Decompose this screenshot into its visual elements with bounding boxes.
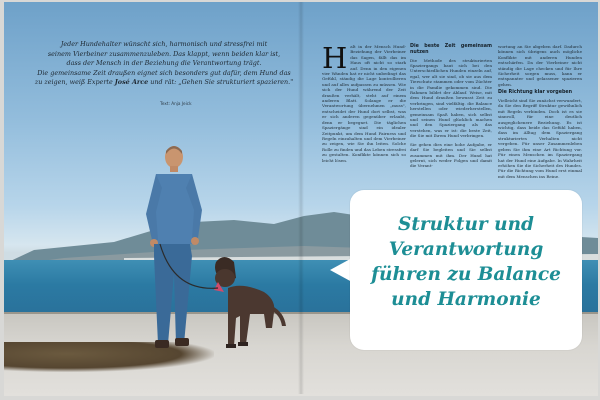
section-heading: Die beste Zeit gemeinsam nutzen [410, 44, 492, 55]
intro-line: Die gemeinsame Zeit draußen eignet sich besonders gut dafür, dem Hund das [37, 68, 291, 77]
pull-quote-line: führen zu Balance [371, 264, 561, 285]
author-credit: Text: Anja Jeick [160, 101, 192, 106]
intro-line [28, 78, 300, 88]
body-paragraph: wortung an Sie abgeben darf. Dadurch können sich übrigens auch mögliche Konflikte mit anderen Hunden entschärfen. Da der Vierbeiner nicht ständig die Lage checken und für Ihre Sicherheit sorgen muss, kann er entspannter und gelassener spazieren gehen. [498, 44, 582, 87]
body-paragraph: alt in der Mensch Hund-Beziehung der Vierbeiner das Sagen, fällt das im Haus oft nicht so stark auf. Denn in den eigenen vier Wänden hat er nicht unbedingt das Gefühl, ständig die Lage kontrollieren und auf alles aufpassen zu müssen. Wie sich der Hund während der Zeit draußen verhält, steht auf einem anderen Blatt. Solange er die Verantwortung übernehmen „muss", entscheidet der Hund dort selbst, was er sich anderen gegenüber erlaubt, denn er begegnet. Die täglichen Spaziergänge sind ein idealer Zeitpunkt, um dem Hund Fairness und Regeln einzuhalten und dem Vierbeiner zu zeigen, wie Sie ihn leiten. Solche Rolle zu finden und das Leben stressfrei zu gestalten. Konflikte können sich so leicht lösen. [322, 44, 406, 163]
intro-text: und rät: „Gehen Sie strukturiert spazieren." [148, 78, 294, 87]
section-heading: Die Richtung klar vorgeben [498, 90, 573, 96]
expert-name: José Arce [114, 78, 149, 87]
body-paragraph: Die Methode des strukturierten Spaziergangs baut sich bei den Unterschiedlichen Hunden einzeln auf, egal, wer alt sie sind, ob sie aus dem Tierschutz stammen oder vom Züchter in die Familie gekommen sind. Die Rahmen bildet der Ablauf. Weise, mit dem Hund draußen bewusst Zeit zu verbringen, sind vielfältig. die Balance herstellen oder wiederherstellen, gemeinsam Spaß haben, sich selbst und seinen Hund glücklich machen und den Spaziergang als das verstehen, was er ist: die beste Zeit, die Sie mit Ihrem Hund verbringen. [410, 57, 492, 139]
article-column-1 [322, 41, 406, 166]
pull-quote-line: und Harmonie [391, 289, 541, 310]
pull-quote-line: Struktur und [398, 214, 534, 235]
body-paragraph: Sie gehen dies eine hohe Aufgabe, er darf Sie begleiten und Sie selbst zusammen mit ihm. Der Hund hat gelernt, sich weder Folgen und damit die Verant- [410, 141, 492, 169]
intro-text: zu zeigen, weiß Experte [34, 78, 115, 87]
pull-quote [362, 212, 570, 312]
intro-lede [28, 40, 300, 88]
intro-line: dass der Mensch in der Beziehung die Verantwortung trägt. [66, 59, 262, 68]
article-column-3 [498, 44, 582, 182]
article-column-2 [410, 44, 492, 172]
quote-bubble-tail [330, 258, 352, 282]
body-paragraph: Vielleicht sind Sie zunächst verwundert, da Sie den Begriff Struktur gewöhnlich mit Regeln verbinden. Doch ist es sie sinnvoll, für eine deutlich ausgeglichenere Beziehung. Es ist wichtig, dass beide das Gefühl haben, dass im Alltag dem Spaziergang strukturiertes Verhalten nicht vergeben. Für unser Zusammenleben geben Sie ihm eine Art Richtung vor. Für einen Menschen im Spaziergang hat der Hund eine Aufgabe. In Wahrheit erhöhen Sie die Sicherheit des Hundes. Für die Richtung vom Hund erst einmal mit dem Menschen ins Reine. [498, 98, 582, 179]
drop-cap: H [322, 41, 348, 75]
pull-quote-line: Verantwortung [388, 239, 544, 260]
intro-line: Jeder Hundehalter wünscht sich, harmonisch und stressfrei mit [60, 40, 268, 48]
leash [154, 242, 224, 302]
intro-line: seinem Vierbeiner zusammenzuleben. Das klappt, wenn beiden klar ist, [47, 49, 281, 58]
